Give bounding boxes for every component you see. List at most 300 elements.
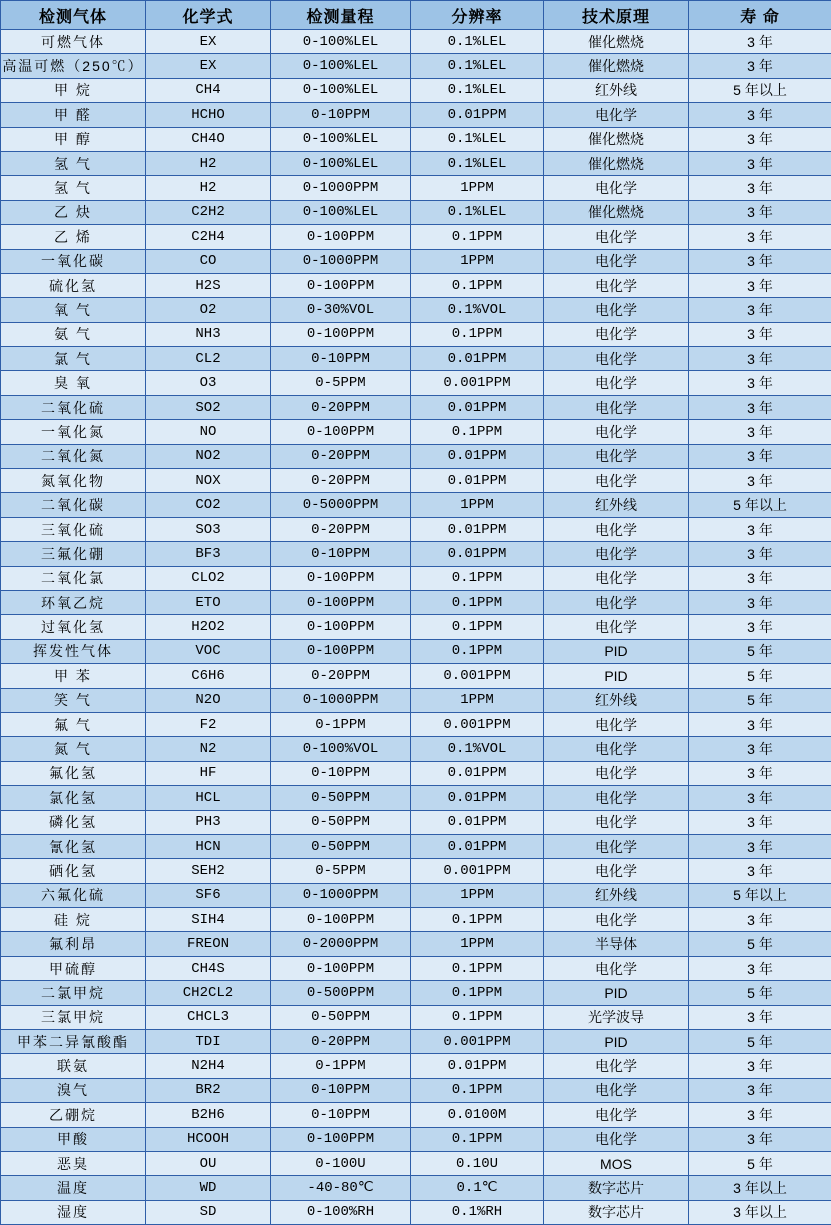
cell-gas-name: 氧 气 [1,298,146,322]
cell-gas-name: 氟利昂 [1,932,146,956]
cell-resolution: 0.1PPM [411,590,544,614]
cell-principle: 电化学 [544,859,689,883]
cell-lifetime: 3 年 [689,542,831,566]
cell-principle: MOS [544,1151,689,1175]
cell-gas-name: 硫化氢 [1,273,146,297]
cell-range: 0-100%VOL [271,737,411,761]
cell-lifetime: 3 年 [689,1005,831,1029]
table-row [1,420,831,444]
cell-gas-name: 甲硫醇 [1,956,146,980]
table-row [1,1127,831,1151]
cell-range: 0-1000PPM [271,249,411,273]
cell-lifetime: 3 年 [689,615,831,639]
cell-gas-name: 温度 [1,1176,146,1200]
cell-principle: 红外线 [544,688,689,712]
cell-formula: SEH2 [146,859,271,883]
cell-formula: CL2 [146,347,271,371]
cell-lifetime: 5 年 [689,639,831,663]
cell-range: 0-10PPM [271,103,411,127]
cell-formula: EX [146,30,271,54]
cell-principle: 电化学 [544,590,689,614]
cell-resolution: 0.01PPM [411,542,544,566]
cell-lifetime: 3 年 [689,225,831,249]
cell-lifetime: 5 年 [689,688,831,712]
cell-formula: CH4O [146,127,271,151]
cell-range: 0-10PPM [271,542,411,566]
cell-gas-name: 联氨 [1,1054,146,1078]
cell-range: 0-1000PPM [271,688,411,712]
cell-range: 0-100%LEL [271,30,411,54]
cell-formula: VOC [146,639,271,663]
cell-lifetime: 3 年 [689,298,831,322]
table-row [1,932,831,956]
cell-lifetime: 5 年 [689,664,831,688]
cell-formula: SD [146,1200,271,1224]
cell-formula: CHCL3 [146,1005,271,1029]
cell-formula: HCOOH [146,1127,271,1151]
cell-gas-name: 氮 气 [1,737,146,761]
cell-resolution: 0.1PPM [411,225,544,249]
cell-resolution: 1PPM [411,176,544,200]
cell-resolution: 1PPM [411,688,544,712]
table-row [1,444,831,468]
table-row [1,1200,831,1224]
cell-gas-name: 环氧乙烷 [1,590,146,614]
cell-resolution: 0.1%LEL [411,78,544,102]
cell-principle: 电化学 [544,444,689,468]
cell-principle: 电化学 [544,273,689,297]
table-row [1,30,831,54]
table-row [1,834,831,858]
cell-range: 0-100PPM [271,273,411,297]
cell-resolution: 0.1PPM [411,639,544,663]
table-row [1,395,831,419]
cell-range: 0-10PPM [271,761,411,785]
cell-principle: 电化学 [544,1054,689,1078]
table-row [1,590,831,614]
cell-principle: 电化学 [544,956,689,980]
cell-gas-name: 一氧化氮 [1,420,146,444]
cell-formula: CO [146,249,271,273]
cell-principle: 红外线 [544,78,689,102]
cell-lifetime: 3 年 [689,810,831,834]
cell-gas-name: 一氧化碳 [1,249,146,273]
cell-principle: 电化学 [544,371,689,395]
table-row [1,54,831,78]
table-row [1,664,831,688]
cell-principle: 电化学 [544,347,689,371]
table-row [1,249,831,273]
cell-principle: 电化学 [544,908,689,932]
cell-range: 0-100PPM [271,590,411,614]
table-row [1,78,831,102]
cell-resolution: 0.1%LEL [411,151,544,175]
cell-gas-name: 氰化氢 [1,834,146,858]
cell-lifetime: 5 年 [689,1151,831,1175]
cell-gas-name: 湿度 [1,1200,146,1224]
cell-principle: 电化学 [544,737,689,761]
cell-principle: PID [544,981,689,1005]
column-header-lifetime: 寿 命 [689,1,831,30]
cell-lifetime: 5 年以上 [689,78,831,102]
table-row [1,688,831,712]
cell-lifetime: 3 年 [689,151,831,175]
cell-principle: 光学波导 [544,1005,689,1029]
cell-principle: 电化学 [544,761,689,785]
table-row [1,615,831,639]
table-row [1,225,831,249]
cell-principle: 电化学 [544,225,689,249]
cell-range: -40-80℃ [271,1176,411,1200]
cell-lifetime: 3 年 [689,322,831,346]
cell-lifetime: 3 年 [689,1078,831,1102]
table-row [1,127,831,151]
table-row [1,1151,831,1175]
cell-lifetime: 3 年 [689,859,831,883]
cell-resolution: 0.01PPM [411,395,544,419]
cell-resolution: 0.001PPM [411,1030,544,1054]
cell-lifetime: 3 年 [689,517,831,541]
cell-lifetime: 3 年 [689,566,831,590]
cell-lifetime: 3 年 [689,127,831,151]
cell-resolution: 0.1PPM [411,1127,544,1151]
cell-range: 0-100%LEL [271,78,411,102]
cell-principle: 电化学 [544,712,689,736]
cell-resolution: 0.10U [411,1151,544,1175]
cell-gas-name: 甲 苯 [1,664,146,688]
cell-gas-name: 溴气 [1,1078,146,1102]
cell-formula: H2 [146,151,271,175]
cell-lifetime: 3 年 [689,420,831,444]
cell-range: 0-100PPM [271,908,411,932]
table-row [1,347,831,371]
cell-resolution: 0.1%LEL [411,127,544,151]
cell-resolution: 0.1PPM [411,273,544,297]
cell-resolution: 0.01PPM [411,347,544,371]
cell-formula: HCL [146,786,271,810]
cell-range: 0-100PPM [271,566,411,590]
cell-range: 0-100PPM [271,225,411,249]
cell-formula: N2 [146,737,271,761]
cell-lifetime: 3 年 [689,30,831,54]
cell-gas-name: 恶臭 [1,1151,146,1175]
cell-formula: NO [146,420,271,444]
cell-formula: PH3 [146,810,271,834]
cell-range: 0-10PPM [271,347,411,371]
table-row [1,1005,831,1029]
cell-resolution: 0.01PPM [411,786,544,810]
cell-formula: HF [146,761,271,785]
cell-gas-name: 可燃气体 [1,30,146,54]
cell-gas-name: 氯 气 [1,347,146,371]
cell-gas-name: 二氧化硫 [1,395,146,419]
cell-principle: 电化学 [544,615,689,639]
cell-principle: 电化学 [544,810,689,834]
cell-formula: B2H6 [146,1103,271,1127]
cell-range: 0-100PPM [271,639,411,663]
cell-formula: H2S [146,273,271,297]
cell-lifetime: 3 年 [689,200,831,224]
cell-gas-name: 甲苯二异氰酸酯 [1,1030,146,1054]
table-row [1,737,831,761]
cell-resolution: 1PPM [411,883,544,907]
cell-lifetime: 5 年以上 [689,883,831,907]
cell-resolution: 0.1PPM [411,322,544,346]
cell-formula: CH4S [146,956,271,980]
cell-formula: SO2 [146,395,271,419]
cell-resolution: 1PPM [411,493,544,517]
cell-range: 0-100U [271,1151,411,1175]
cell-lifetime: 3 年 [689,786,831,810]
cell-lifetime: 3 年 [689,273,831,297]
cell-principle: 催化燃烧 [544,127,689,151]
cell-lifetime: 3 年 [689,103,831,127]
cell-gas-name: 笑 气 [1,688,146,712]
cell-range: 0-100%LEL [271,127,411,151]
cell-range: 0-1000PPM [271,176,411,200]
cell-principle: 红外线 [544,883,689,907]
table-row [1,517,831,541]
cell-range: 0-10PPM [271,1103,411,1127]
cell-resolution: 1PPM [411,249,544,273]
cell-range: 0-5PPM [271,371,411,395]
cell-gas-name: 三氧化硫 [1,517,146,541]
cell-resolution: 0.001PPM [411,664,544,688]
cell-resolution: 0.01PPM [411,103,544,127]
cell-resolution: 0.1%VOL [411,298,544,322]
cell-formula: CH2CL2 [146,981,271,1005]
cell-range: 0-20PPM [271,469,411,493]
cell-principle: 红外线 [544,493,689,517]
cell-resolution: 0.1PPM [411,615,544,639]
table-row [1,1078,831,1102]
cell-formula: C2H4 [146,225,271,249]
cell-lifetime: 3 年 [689,1127,831,1151]
cell-gas-name: 甲 醛 [1,103,146,127]
cell-gas-name: 过氧化氢 [1,615,146,639]
cell-resolution: 0.1PPM [411,956,544,980]
cell-principle: 催化燃烧 [544,30,689,54]
cell-formula: HCN [146,834,271,858]
cell-formula: EX [146,54,271,78]
cell-formula: C2H2 [146,200,271,224]
cell-lifetime: 3 年 [689,371,831,395]
cell-range: 0-100%RH [271,1200,411,1224]
cell-formula: ETO [146,590,271,614]
cell-principle: 电化学 [544,176,689,200]
cell-range: 0-10PPM [271,1078,411,1102]
table-header [1,1,831,30]
cell-formula: BF3 [146,542,271,566]
cell-gas-name: 三氯甲烷 [1,1005,146,1029]
cell-formula: OU [146,1151,271,1175]
cell-formula: CLO2 [146,566,271,590]
table-row [1,712,831,736]
cell-formula: H2 [146,176,271,200]
cell-resolution: 0.1PPM [411,566,544,590]
cell-range: 0-20PPM [271,444,411,468]
table-row [1,371,831,395]
table-row [1,493,831,517]
cell-resolution: 0.01PPM [411,1054,544,1078]
cell-formula: SIH4 [146,908,271,932]
cell-formula: CO2 [146,493,271,517]
cell-range: 0-100PPM [271,420,411,444]
table-row [1,883,831,907]
cell-resolution: 0.1PPM [411,420,544,444]
table-row [1,761,831,785]
cell-principle: 电化学 [544,249,689,273]
cell-gas-name: 三氟化硼 [1,542,146,566]
cell-lifetime: 3 年 [689,834,831,858]
cell-gas-name: 硅 烷 [1,908,146,932]
cell-resolution: 0.1℃ [411,1176,544,1200]
cell-principle: 电化学 [544,322,689,346]
cell-gas-name: 挥发性气体 [1,639,146,663]
cell-lifetime: 3 年 [689,590,831,614]
column-header-gas: 检测气体 [1,1,146,30]
cell-lifetime: 3 年 [689,395,831,419]
table-row [1,273,831,297]
cell-resolution: 0.0100M [411,1103,544,1127]
column-header-range: 检测量程 [271,1,411,30]
cell-range: 0-30%VOL [271,298,411,322]
table-row [1,859,831,883]
cell-resolution: 0.1%LEL [411,200,544,224]
cell-range: 0-100PPM [271,322,411,346]
cell-range: 0-5PPM [271,859,411,883]
cell-gas-name: 二氧化氯 [1,566,146,590]
table-row [1,810,831,834]
cell-gas-name: 氟 气 [1,712,146,736]
cell-formula: FREON [146,932,271,956]
cell-formula: NO2 [146,444,271,468]
cell-range: 0-20PPM [271,664,411,688]
cell-range: 0-100%LEL [271,151,411,175]
cell-range: 0-1PPM [271,712,411,736]
cell-resolution: 0.1PPM [411,981,544,1005]
cell-principle: 催化燃烧 [544,200,689,224]
table-row [1,176,831,200]
table-row [1,1176,831,1200]
table-row [1,908,831,932]
cell-lifetime: 3 年 [689,54,831,78]
cell-resolution: 0.1PPM [411,1005,544,1029]
cell-principle: 电化学 [544,566,689,590]
cell-gas-name: 二氧化氮 [1,444,146,468]
cell-formula: CH4 [146,78,271,102]
cell-lifetime: 3 年 [689,444,831,468]
table-header-row [1,1,831,30]
cell-lifetime: 3 年 [689,1054,831,1078]
cell-range: 0-1000PPM [271,883,411,907]
cell-range: 0-50PPM [271,1005,411,1029]
cell-lifetime: 3 年 [689,908,831,932]
cell-formula: SF6 [146,883,271,907]
cell-resolution: 0.01PPM [411,517,544,541]
table-body [1,30,831,1225]
cell-range: 0-100PPM [271,615,411,639]
cell-resolution: 0.1%LEL [411,30,544,54]
cell-lifetime: 3 年 [689,737,831,761]
cell-principle: 电化学 [544,298,689,322]
cell-lifetime: 3 年 [689,712,831,736]
cell-resolution: 0.01PPM [411,469,544,493]
cell-principle: 半导体 [544,932,689,956]
cell-range: 0-500PPM [271,981,411,1005]
cell-gas-name: 甲 烷 [1,78,146,102]
table-row [1,469,831,493]
cell-range: 0-2000PPM [271,932,411,956]
cell-gas-name: 六氟化硫 [1,883,146,907]
cell-range: 0-50PPM [271,834,411,858]
cell-resolution: 0.01PPM [411,834,544,858]
cell-lifetime: 3 年 [689,956,831,980]
cell-gas-name: 乙 烯 [1,225,146,249]
cell-range: 0-100%LEL [271,54,411,78]
cell-gas-name: 甲 醇 [1,127,146,151]
cell-range: 0-20PPM [271,395,411,419]
table-row [1,786,831,810]
cell-gas-name: 磷化氢 [1,810,146,834]
table-row [1,298,831,322]
cell-range: 0-100%LEL [271,200,411,224]
table-row [1,566,831,590]
cell-range: 0-5000PPM [271,493,411,517]
cell-gas-name: 氨 气 [1,322,146,346]
cell-lifetime: 3 年以上 [689,1176,831,1200]
cell-lifetime: 3 年 [689,761,831,785]
cell-formula: TDI [146,1030,271,1054]
cell-formula: O2 [146,298,271,322]
cell-gas-name: 乙硼烷 [1,1103,146,1127]
cell-resolution: 0.001PPM [411,712,544,736]
table-row [1,151,831,175]
table-row [1,322,831,346]
cell-lifetime: 3 年 [689,1103,831,1127]
cell-formula: BR2 [146,1078,271,1102]
cell-formula: N2O [146,688,271,712]
cell-resolution: 0.01PPM [411,444,544,468]
cell-lifetime: 5 年以上 [689,493,831,517]
cell-principle: 电化学 [544,395,689,419]
cell-lifetime: 3 年 [689,249,831,273]
cell-principle: 催化燃烧 [544,54,689,78]
cell-lifetime: 3 年 [689,347,831,371]
cell-resolution: 0.01PPM [411,761,544,785]
cell-lifetime: 3 年 [689,176,831,200]
cell-principle: 催化燃烧 [544,151,689,175]
cell-range: 0-20PPM [271,517,411,541]
cell-resolution: 1PPM [411,932,544,956]
cell-principle: PID [544,1030,689,1054]
cell-range: 0-50PPM [271,786,411,810]
cell-resolution: 0.1%RH [411,1200,544,1224]
cell-lifetime: 5 年 [689,981,831,1005]
column-header-formula: 化学式 [146,1,271,30]
cell-principle: 电化学 [544,420,689,444]
cell-gas-name: 氢 气 [1,151,146,175]
cell-gas-name: 高温可燃（250℃） [1,54,146,78]
cell-principle: 数字芯片 [544,1176,689,1200]
cell-formula: SO3 [146,517,271,541]
cell-formula: HCHO [146,103,271,127]
cell-range: 0-100PPM [271,1127,411,1151]
table-row [1,639,831,663]
cell-lifetime: 5 年 [689,932,831,956]
cell-lifetime: 5 年 [689,1030,831,1054]
cell-principle: 电化学 [544,103,689,127]
